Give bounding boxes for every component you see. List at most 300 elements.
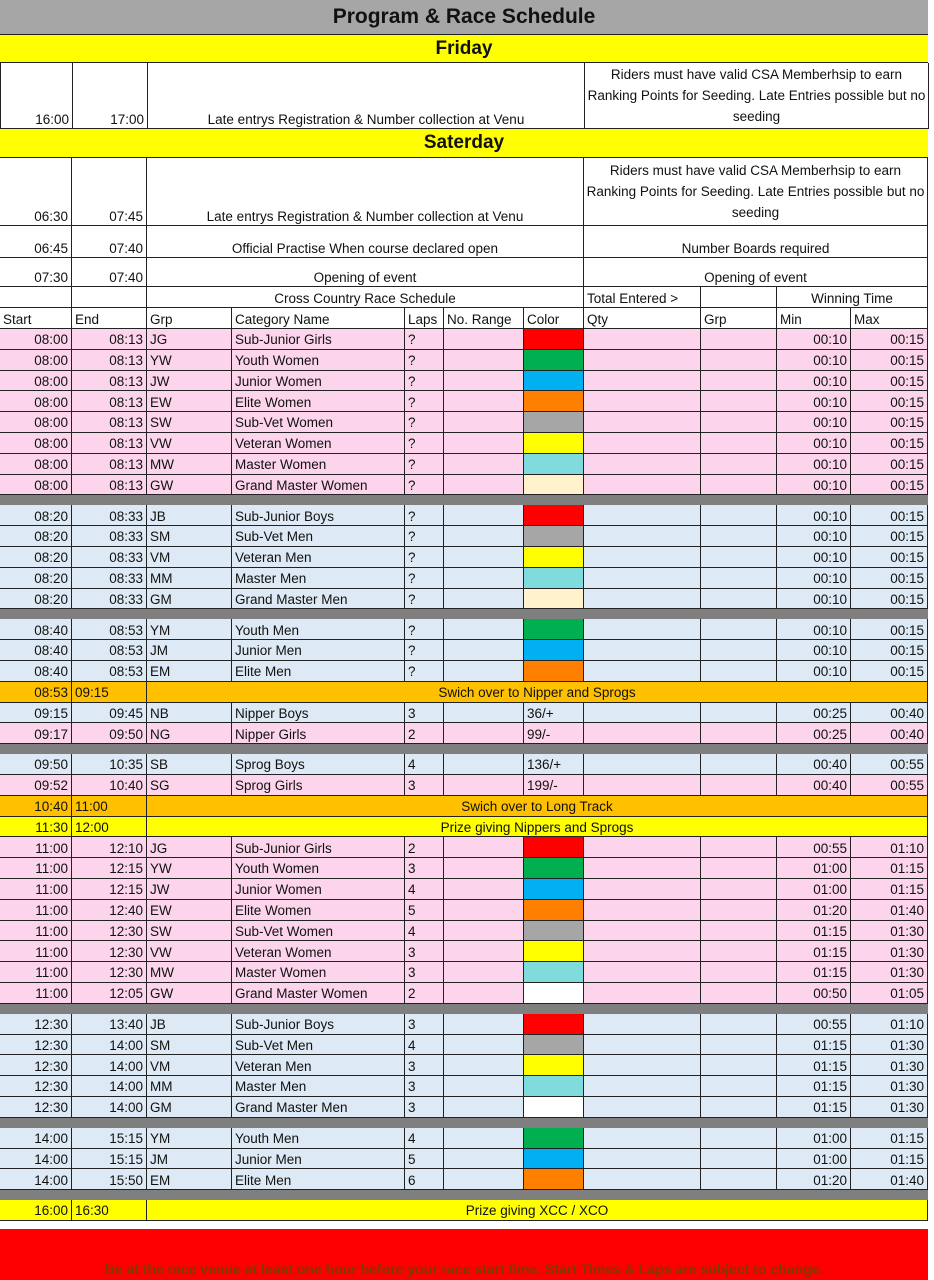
color-swatch (524, 1128, 584, 1149)
grp2-cell (701, 879, 777, 900)
category-name: Junior Women (232, 371, 405, 392)
race-end: 08:33 (72, 526, 147, 547)
number-range-blank (444, 1128, 524, 1149)
race-group: EW (147, 900, 232, 921)
winning-min: 01:00 (777, 1149, 851, 1170)
group-separator (0, 1004, 928, 1014)
race-end: 08:53 (72, 619, 147, 640)
category-name: Elite Men (232, 661, 405, 682)
race-group: MM (147, 568, 232, 589)
number-range-blank (444, 754, 524, 775)
category-name: Grand Master Men (232, 1097, 405, 1118)
category-name: Master Men (232, 568, 405, 589)
winning-min: 00:10 (777, 589, 851, 610)
notice-start: 11:30 (0, 817, 72, 838)
race-group: JM (147, 640, 232, 661)
winning-max: 01:10 (851, 837, 928, 858)
winning-max: 00:15 (851, 589, 928, 610)
winning-max: 00:15 (851, 350, 928, 371)
race-end: 08:33 (72, 547, 147, 568)
race-group: SB (147, 754, 232, 775)
laps: 4 (405, 1035, 444, 1056)
category-name: Youth Women (232, 350, 405, 371)
winning-min: 00:10 (777, 619, 851, 640)
notice-start: 16:00 (0, 1200, 72, 1221)
race-group: SW (147, 921, 232, 942)
category-name: Veteran Men (232, 1055, 405, 1076)
winning-max: 00:15 (851, 640, 928, 661)
race-end: 08:33 (72, 589, 147, 610)
race-end: 12:30 (72, 921, 147, 942)
number-range-blank (444, 879, 524, 900)
number-range-blank (444, 837, 524, 858)
race-end: 12:10 (72, 837, 147, 858)
grp2-cell (701, 703, 777, 724)
event-start: 07:30 (0, 258, 72, 287)
qty-cell (584, 1035, 701, 1056)
table-row (0, 568, 928, 589)
laps: ? (405, 619, 444, 640)
table-row (0, 858, 928, 879)
race-start: 12:30 (0, 1097, 72, 1118)
laps: 3 (405, 941, 444, 962)
laps: ? (405, 371, 444, 392)
color-swatch (524, 350, 584, 371)
table-row (0, 941, 928, 962)
laps: 3 (405, 858, 444, 879)
race-start: 11:00 (0, 837, 72, 858)
table-row (0, 505, 928, 526)
saturday-event-row (0, 258, 928, 287)
winning-max: 01:30 (851, 1055, 928, 1076)
race-start: 08:00 (0, 350, 72, 371)
race-group: JB (147, 505, 232, 526)
number-range-blank (444, 1014, 524, 1035)
race-start: 08:40 (0, 661, 72, 682)
category-name: Sub-Vet Men (232, 526, 405, 547)
race-end: 09:45 (72, 703, 147, 724)
number-range-blank (444, 589, 524, 610)
saturday-title: Saterday (423, 132, 505, 153)
race-start: 11:00 (0, 900, 72, 921)
laps: 5 (405, 900, 444, 921)
grp2-cell (701, 433, 777, 454)
winning-min: 00:10 (777, 475, 851, 496)
qty-cell (584, 1097, 701, 1118)
color-swatch (524, 1149, 584, 1170)
qty-cell (584, 505, 701, 526)
laps: 4 (405, 921, 444, 942)
laps: 2 (405, 983, 444, 1004)
table-row (0, 454, 928, 475)
qty-cell (584, 921, 701, 942)
winning-max: 01:40 (851, 900, 928, 921)
number-range-blank (444, 1076, 524, 1097)
notice-text: Prize giving XCC / XCO (147, 1200, 928, 1221)
winning-min: 01:15 (777, 1035, 851, 1056)
number-range-blank (444, 962, 524, 983)
schedule-title-row (0, 287, 928, 308)
table-row (0, 433, 928, 454)
category-name: Youth Men (232, 619, 405, 640)
notice-text: Swich over to Long Track (147, 796, 928, 817)
race-start: 14:00 (0, 1149, 72, 1170)
winning-min: 00:55 (777, 837, 851, 858)
table-row (0, 412, 928, 433)
notice-row (0, 817, 928, 838)
winning-min: 01:00 (777, 1128, 851, 1149)
table-row (0, 475, 928, 496)
grp2-cell (701, 475, 777, 496)
number-range-blank (444, 329, 524, 350)
group-separator (0, 495, 928, 505)
table-row (0, 1149, 928, 1170)
footer-text: Be at the race venue at least one hour before your race start time. Start Times & Laps are subject to change. (104, 1261, 824, 1277)
number-range-blank (444, 1149, 524, 1170)
blank-cell (701, 287, 777, 308)
group-separator (0, 609, 928, 619)
laps: ? (405, 412, 444, 433)
laps: ? (405, 568, 444, 589)
grp2-cell (701, 589, 777, 610)
race-start: 09:15 (0, 703, 72, 724)
event-start: 06:45 (0, 226, 72, 258)
winning-min: 00:10 (777, 433, 851, 454)
column-header: Grp (701, 308, 777, 329)
grp2-cell (701, 547, 777, 568)
race-end: 08:33 (72, 568, 147, 589)
table-row (0, 640, 928, 661)
laps: ? (405, 547, 444, 568)
grp2-cell (701, 505, 777, 526)
race-group: GM (147, 1097, 232, 1118)
laps: ? (405, 526, 444, 547)
table-row (0, 1097, 928, 1118)
number-range-blank (444, 921, 524, 942)
laps: ? (405, 589, 444, 610)
number-range-blank (444, 1055, 524, 1076)
race-end: 08:13 (72, 391, 147, 412)
number-range-blank (444, 775, 524, 796)
qty-cell (584, 703, 701, 724)
winning-min: 01:15 (777, 941, 851, 962)
laps: ? (405, 433, 444, 454)
winning-max: 01:10 (851, 1014, 928, 1035)
race-end: 12:30 (72, 941, 147, 962)
winning-max: 00:40 (851, 723, 928, 744)
column-header: Max (851, 308, 928, 329)
race-end: 15:15 (72, 1149, 147, 1170)
event-description: Opening of event (147, 258, 584, 287)
qty-cell (584, 350, 701, 371)
race-group: VM (147, 547, 232, 568)
event-note: Riders must have valid CSA Memberhsip to earn Ranking Points for Seeding. Late Entries possible but no seeding (585, 63, 929, 129)
grp2-cell (701, 454, 777, 475)
laps: 3 (405, 1014, 444, 1035)
grp2-cell (701, 962, 777, 983)
race-group: JG (147, 329, 232, 350)
category-name: Junior Men (232, 1149, 405, 1170)
race-start: 08:20 (0, 568, 72, 589)
number-range-blank (444, 1169, 524, 1190)
race-group: EM (147, 1169, 232, 1190)
grp2-cell (701, 412, 777, 433)
race-group: NG (147, 723, 232, 744)
grp2-cell (701, 941, 777, 962)
notice-row (0, 1200, 928, 1221)
notice-start: 08:53 (0, 682, 72, 703)
number-range-blank (444, 526, 524, 547)
race-end: 08:13 (72, 371, 147, 392)
laps: 3 (405, 962, 444, 983)
winning-min: 00:10 (777, 391, 851, 412)
race-group: SM (147, 1035, 232, 1056)
table-row (0, 1055, 928, 1076)
race-start: 08:00 (0, 371, 72, 392)
race-group: JW (147, 371, 232, 392)
laps: ? (405, 391, 444, 412)
number-range-blank (444, 547, 524, 568)
number-range-blank (444, 941, 524, 962)
notice-row (0, 682, 928, 703)
winning-max: 00:15 (851, 568, 928, 589)
column-header: Laps (405, 308, 444, 329)
color-swatch (524, 371, 584, 392)
color-swatch (524, 589, 584, 610)
race-end: 10:35 (72, 754, 147, 775)
laps: 6 (405, 1169, 444, 1190)
grp2-cell (701, 1035, 777, 1056)
grp2-cell (701, 391, 777, 412)
winning-max: 01:30 (851, 1097, 928, 1118)
winning-min: 00:10 (777, 329, 851, 350)
qty-cell (584, 619, 701, 640)
color-swatch (524, 879, 584, 900)
notice-start: 10:40 (0, 796, 72, 817)
grp2-cell (701, 661, 777, 682)
number-range-blank (444, 475, 524, 496)
number-range-blank (444, 1035, 524, 1056)
grp2-cell (701, 900, 777, 921)
section-title: Cross Country Race Schedule (147, 287, 584, 308)
winning-min: 01:00 (777, 858, 851, 879)
group-separator (0, 744, 928, 754)
column-header: Qty (584, 308, 701, 329)
column-header: Grp (147, 308, 232, 329)
grp2-cell (701, 1014, 777, 1035)
qty-cell (584, 454, 701, 475)
winning-max: 00:15 (851, 412, 928, 433)
table-row (0, 983, 928, 1004)
race-group: MW (147, 454, 232, 475)
category-name: Sub-Junior Girls (232, 837, 405, 858)
category-name: Elite Women (232, 391, 405, 412)
category-name: Sub-Junior Girls (232, 329, 405, 350)
winning-min: 00:50 (777, 983, 851, 1004)
table-row (0, 1035, 928, 1056)
race-end: 14:00 (72, 1035, 147, 1056)
race-group: SM (147, 526, 232, 547)
column-header: End (72, 308, 147, 329)
table-row (0, 723, 928, 744)
column-header: Start (0, 308, 72, 329)
race-group: VW (147, 941, 232, 962)
qty-cell (584, 371, 701, 392)
winning-min: 01:20 (777, 1169, 851, 1190)
winning-max: 01:40 (851, 1169, 928, 1190)
color-swatch (524, 526, 584, 547)
grp2-cell (701, 526, 777, 547)
qty-cell (584, 640, 701, 661)
winning-min: 00:10 (777, 412, 851, 433)
color-swatch (524, 1169, 584, 1190)
winning-min: 01:15 (777, 1097, 851, 1118)
laps: 3 (405, 1055, 444, 1076)
event-end: 07:40 (72, 258, 147, 287)
category-name: Junior Men (232, 640, 405, 661)
winning-min: 01:00 (777, 879, 851, 900)
race-group: SG (147, 775, 232, 796)
winning-max: 00:15 (851, 329, 928, 350)
qty-cell (584, 941, 701, 962)
category-name: Nipper Boys (232, 703, 405, 724)
blank-cell (0, 287, 72, 308)
winning-max: 00:15 (851, 475, 928, 496)
race-group: VW (147, 433, 232, 454)
notice-end: 12:00 (72, 817, 147, 838)
color-swatch (524, 475, 584, 496)
race-start: 12:30 (0, 1035, 72, 1056)
category-name: Veteran Men (232, 547, 405, 568)
qty-cell (584, 329, 701, 350)
qty-cell (584, 858, 701, 879)
column-header: Min (777, 308, 851, 329)
winning-max: 01:30 (851, 941, 928, 962)
event-start: 16:00 (1, 63, 73, 129)
color-swatch: 36/+ (524, 703, 584, 724)
group-separator (0, 1118, 928, 1128)
race-start: 08:40 (0, 640, 72, 661)
qty-cell (584, 962, 701, 983)
number-range-blank (444, 723, 524, 744)
grp2-cell (701, 983, 777, 1004)
color-swatch (524, 547, 584, 568)
laps: 3 (405, 703, 444, 724)
table-row (0, 391, 928, 412)
race-end: 14:00 (72, 1055, 147, 1076)
race-group: JG (147, 837, 232, 858)
group-separator (0, 1190, 928, 1200)
winning-max: 00:40 (851, 703, 928, 724)
qty-cell (584, 412, 701, 433)
table-row (0, 589, 928, 610)
blank-cell (72, 287, 147, 308)
laps: ? (405, 640, 444, 661)
color-swatch: 136/+ (524, 754, 584, 775)
category-name: Master Women (232, 962, 405, 983)
race-end: 12:30 (72, 962, 147, 983)
grp2-cell (701, 1097, 777, 1118)
page-title: Program & Race Schedule (332, 5, 596, 28)
number-range-blank (444, 391, 524, 412)
race-start: 12:30 (0, 1076, 72, 1097)
race-end: 14:00 (72, 1097, 147, 1118)
event-description: Late entrys Registration & Number collection at Venu (147, 158, 584, 226)
number-range-blank (444, 568, 524, 589)
race-start: 09:50 (0, 754, 72, 775)
qty-cell (584, 475, 701, 496)
color-swatch (524, 858, 584, 879)
color-swatch (524, 837, 584, 858)
race-group: GW (147, 983, 232, 1004)
race-end: 15:50 (72, 1169, 147, 1190)
number-range-blank (444, 505, 524, 526)
laps: 2 (405, 723, 444, 744)
title-bar (0, 0, 928, 35)
table-row (0, 526, 928, 547)
qty-cell (584, 754, 701, 775)
grp2-cell (701, 568, 777, 589)
laps: 4 (405, 1128, 444, 1149)
event-end: 07:40 (72, 226, 147, 258)
color-swatch (524, 962, 584, 983)
race-start: 08:00 (0, 412, 72, 433)
race-group: YW (147, 350, 232, 371)
race-end: 08:53 (72, 640, 147, 661)
race-end: 12:40 (72, 900, 147, 921)
event-description: Late entrys Registration & Number collection at Venu (148, 63, 585, 129)
race-start: 14:00 (0, 1169, 72, 1190)
winning-min: 00:25 (777, 703, 851, 724)
table-row (0, 547, 928, 568)
grp2-cell (701, 754, 777, 775)
winning-max: 00:15 (851, 619, 928, 640)
number-range-blank (444, 412, 524, 433)
color-swatch: 199/- (524, 775, 584, 796)
number-range-blank (444, 454, 524, 475)
saturday-header (0, 129, 928, 158)
category-name: Grand Master Women (232, 475, 405, 496)
race-end: 08:13 (72, 350, 147, 371)
grp2-cell (701, 775, 777, 796)
race-end: 12:15 (72, 879, 147, 900)
table-row (0, 900, 928, 921)
category-name: Sub-Vet Women (232, 921, 405, 942)
table-row (0, 754, 928, 775)
table-row (0, 371, 928, 392)
qty-cell (584, 391, 701, 412)
winning-min: 00:10 (777, 526, 851, 547)
race-group: JB (147, 1014, 232, 1035)
notice-row (0, 796, 928, 817)
saturday-event-row (0, 158, 928, 226)
grp2-cell (701, 371, 777, 392)
table-row (0, 921, 928, 942)
number-range-blank (444, 619, 524, 640)
category-name: Sub-Vet Men (232, 1035, 405, 1056)
event-note: Opening of event (584, 258, 928, 287)
race-start: 11:00 (0, 941, 72, 962)
winning-max: 00:15 (851, 391, 928, 412)
laps: 4 (405, 754, 444, 775)
color-swatch (524, 640, 584, 661)
table-row (0, 350, 928, 371)
winning-max: 01:15 (851, 858, 928, 879)
grp2-cell (701, 1169, 777, 1190)
qty-cell (584, 1076, 701, 1097)
winning-max: 00:15 (851, 454, 928, 475)
event-description: Official Practise When course declared open (147, 226, 584, 258)
